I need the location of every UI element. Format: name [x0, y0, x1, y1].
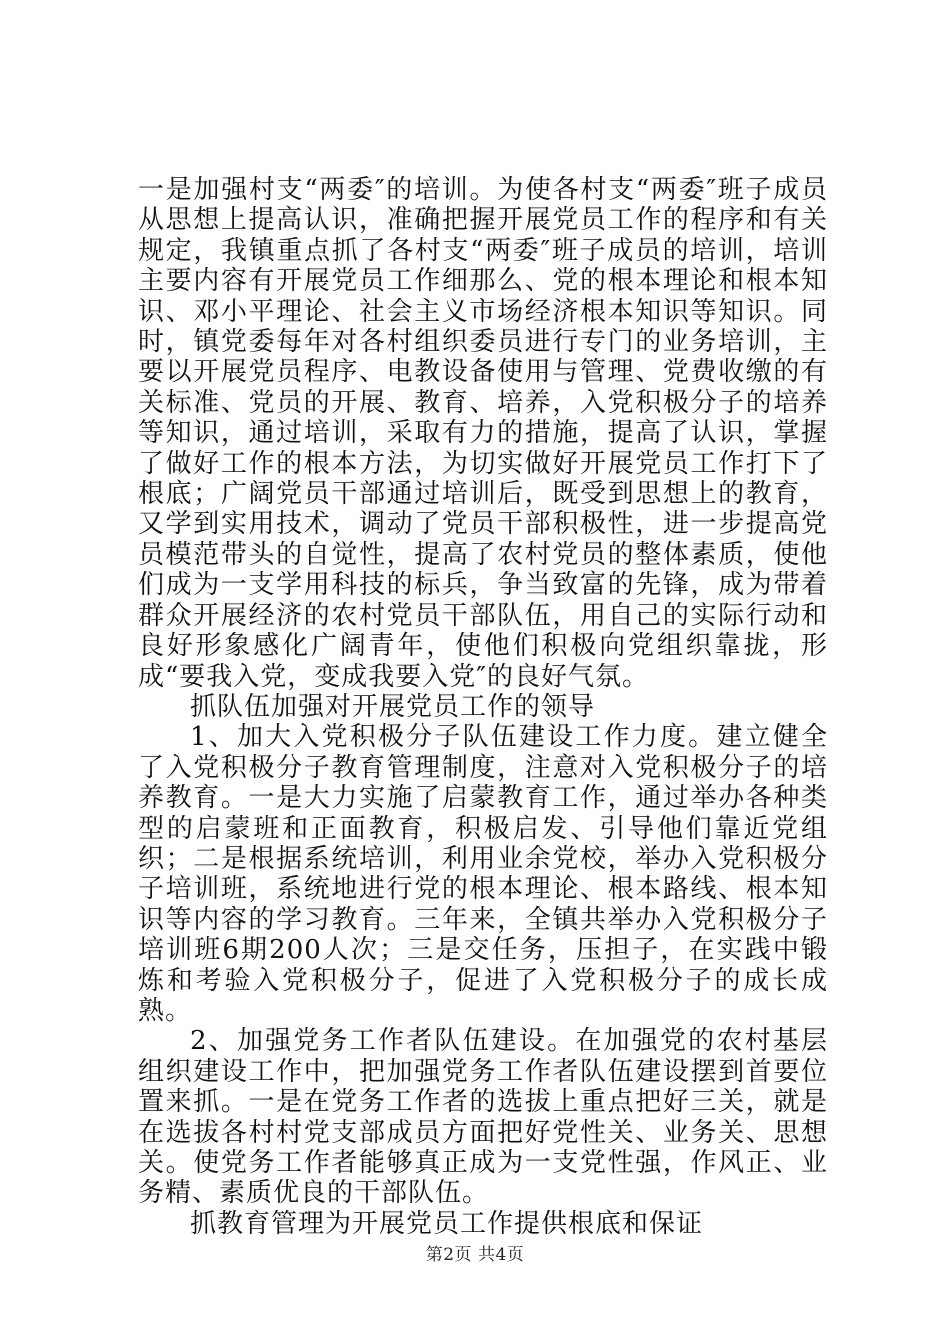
section-heading-education-management: 抓教育管理为开展党员工作提供根底和保证	[190, 1208, 704, 1239]
paragraph-activist-team: 1、加大入党积极分子队伍建设工作力度。建立健全了入党积极分子教育管理制度，注意对入党积极分子的培养教育。一是大力实施了启蒙教育工作，通过举办各种类型的启蒙班和正面教育，积极启发、引导他们靠近党组织；二是根据系统培训，利用业余党校，举办入党积极分子培训班，系统地进行党的根本理论、根本路线、根本知识等内容的学习教育。三年来，全镇共举办入党积极分子培训班6期200人次；三是交任务，压担子，在实践中锻炼和考验入党积极分子，促进了入党积极分子的成长成熟。	[138, 722, 828, 1026]
document-body	[138, 175, 828, 1239]
paragraph-party-affairs-team: 2、加强党务工作者队伍建设。在加强党的农村基层组织建设工作中，把加强党务工作者队伍建设摆到首要位置来抓。一是在党务工作者的选拔上重点把好三关，就是在选拔各村村党支部成员方面把好党性关、业务关、思想关。使党务工作者能够真正成为一支党性强，作风正、业务精、素质优良的干部队伍。	[138, 1026, 828, 1209]
section-heading-team-leadership: 抓队伍加强对开展党员工作的领导	[190, 691, 596, 722]
page-number-footer: 第2页 共4页	[425, 1245, 525, 1265]
paragraph-village-committee-training: 一是加强村支“两委″的培训。为使各村支“两委″班子成员从思想上提高认识，准确把握开展党员工作的程序和有关规定，我镇重点抓了各村支“两委″班子成员的培训，培训主要内容有开展党员工作细那么、党的根本理论和根本知识、邓小平理论、社会主义市场经济根本知识等知识。同时，镇党委每年对各村组织委员进行专门的业务培训，主要以开展党员程序、电教设备使用与管理、党费收缴的有关标准、党员的开展、教育、培养，入党积极分子的培养等知识，通过培训，采取有力的措施，提高了认识，掌握了做好工作的根本方法，为切实做好开展党员工作打下了根底；广阔党员干部通过培训后，既受到思想上的教育，又学到实用技术，调动了党员干部积极性，进一步提高党员模范带头的自觉性，提高了农村党员的整体素质，使他们成为一支学用科技的标兵，争当致富的先锋，成为带着群众开展经济的农村党员干部队伍，用自己的实际行动和良好形象感化广阔青年，使他们积极向党组织靠拢，形成“要我入党，变成我要入党″的良好气氛。	[138, 175, 828, 692]
